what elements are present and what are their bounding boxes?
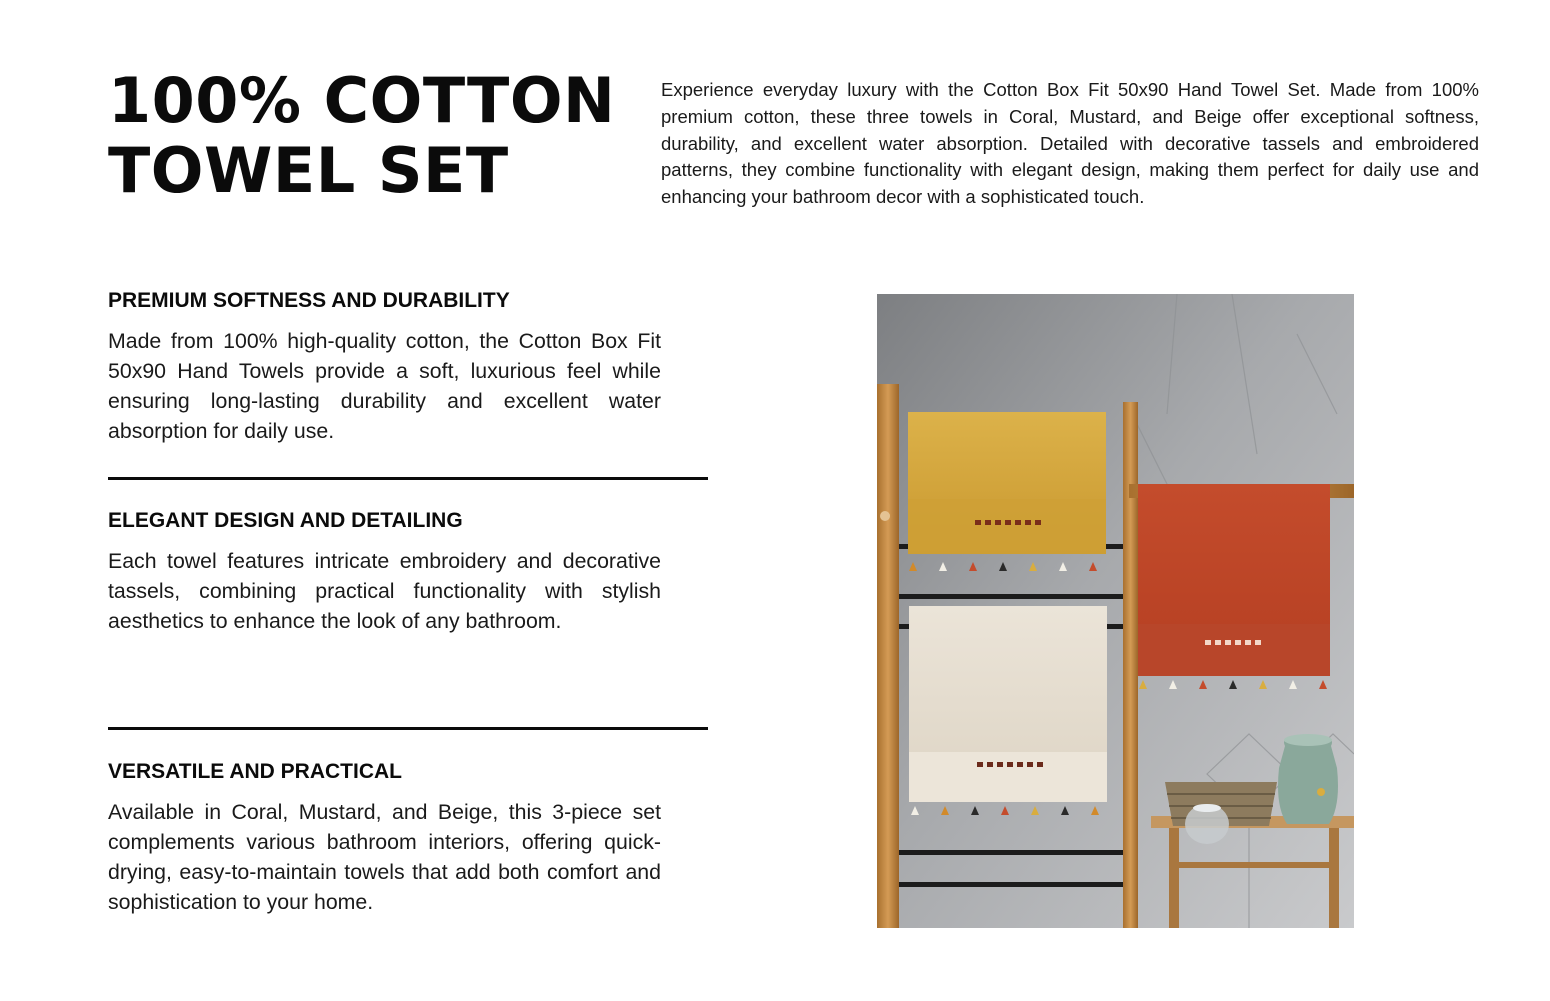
towel-set-photo — [877, 294, 1354, 928]
feature-body: Available in Coral, Mustard, and Beige, this 3-piece set complements various bathroom interiors, offering quick-drying, easy-to-maintain towels that add both comfort and sophistication to your home. — [108, 800, 661, 914]
feature-heading: ELEGANT DESIGN AND DETAILING — [108, 509, 463, 532]
coral-towel — [1138, 484, 1330, 689]
feature-section-design — [108, 508, 661, 636]
title-line-1: 100% COTTON — [108, 64, 616, 137]
beige-towel — [909, 606, 1107, 815]
ladder-rail-right — [1123, 402, 1138, 928]
ceramic-vase — [1278, 734, 1338, 824]
feature-section-versatile — [108, 759, 661, 917]
title-line-2: TOWEL SET — [108, 134, 509, 207]
feature-body: Made from 100% high-quality cotton, the Cotton Box Fit 50x90 Hand Towels provide a soft, luxurious feel while ensuring long-lasting durability and excellent water absorption for daily use. — [108, 329, 661, 443]
feature-section-softness — [108, 288, 661, 446]
feature-body: Each towel features intricate embroidery and decorative tassels, combining practical functionality with stylish aesthetics to enhance the look of any bathroom. — [108, 549, 661, 633]
feature-heading: PREMIUM SOFTNESS AND DURABILITY — [108, 289, 510, 312]
divider — [108, 727, 708, 730]
ladder-knob — [880, 511, 890, 521]
feature-heading: VERSATILE AND PRACTICAL — [108, 760, 402, 783]
glass-jar — [1185, 804, 1229, 844]
mustard-towel — [908, 412, 1106, 571]
ladder-rail-left — [877, 384, 899, 928]
page-title — [108, 66, 615, 206]
intro-paragraph: Experience everyday luxury with the Cotton Box Fit 50x90 Hand Towel Set. Made from 100% premium cotton, these three towels in Coral, Mustard, and Beige offer exceptional softness, durability, and excellent water absorption. Detailed with decorative tassels and embroidered patterns, they combine functionality with elegant design, making them perfect for daily use and enhancing your bathroom decor with a sophisticated touch. — [661, 79, 1479, 208]
divider — [108, 477, 708, 480]
